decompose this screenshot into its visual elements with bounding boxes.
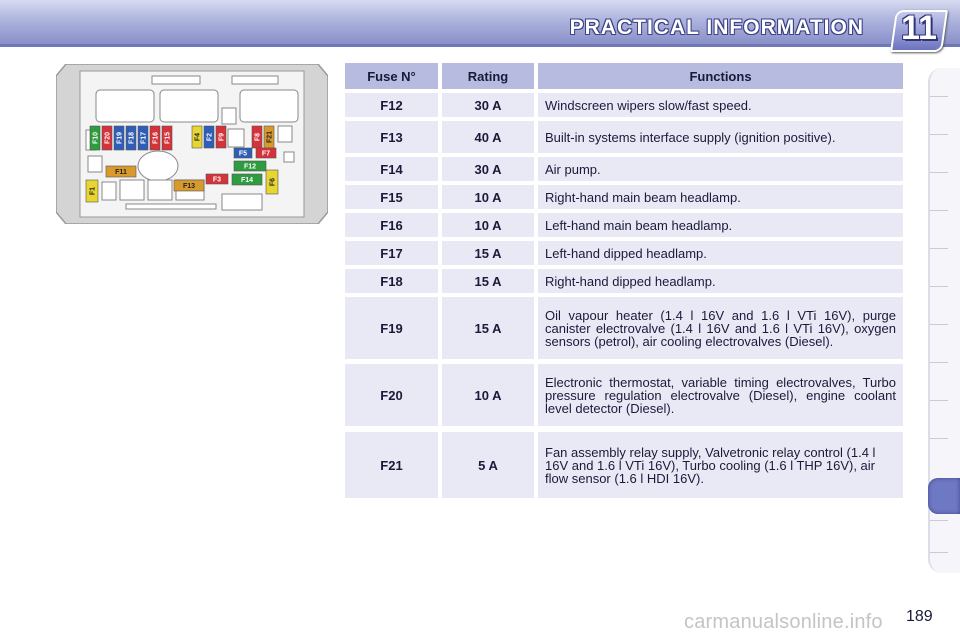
fuse-function: Built-in systems interface supply (ignition positive).: [538, 121, 903, 153]
fuse-label: F10: [92, 131, 100, 145]
chapter-tab[interactable]: [930, 134, 948, 135]
fuse-label: F14: [240, 177, 254, 184]
relay-block: [240, 90, 298, 122]
fuse-box-slot: [222, 194, 262, 210]
fuse-function: Left-hand dipped headlamp.: [538, 241, 903, 265]
page-title: PRACTICAL INFORMATION: [569, 16, 864, 39]
fuse-label: F15: [164, 131, 172, 145]
relay-round: [138, 151, 178, 181]
chapter-tab[interactable]: [930, 286, 948, 287]
fuse-function: Right-hand dipped headlamp.: [538, 269, 903, 293]
fuse-label: F3: [212, 176, 222, 184]
fuse-function: Right-hand main beam headlamp.: [538, 185, 903, 209]
chapter-tab-active[interactable]: [928, 478, 960, 514]
table-row: [345, 297, 903, 359]
fuse-box-slot: [152, 76, 200, 84]
fuse-function-text: Oil vapour heater (1.4 l 16V and 1.6 l VTi 16V), purge canister electrovalve (1.4 l 16V and 1.6 l VTi 16V), oxygen sensors (petrol), air cooling electrovalves (Diesel).: [545, 307, 896, 349]
fuse-number: F18: [345, 269, 438, 293]
table-row: [345, 157, 903, 181]
chapter-tab[interactable]: [930, 172, 948, 173]
fuse-rating: 15 A: [442, 297, 534, 359]
fuse-rating: 30 A: [442, 157, 534, 181]
fuse-box-slot: [120, 180, 144, 200]
chapter-tab[interactable]: [930, 400, 948, 401]
fuse-label: F11: [115, 169, 127, 176]
table-row: [345, 364, 903, 426]
column-header-functions: Functions: [538, 63, 903, 89]
fuse-number: F21: [345, 432, 438, 498]
fuse-function-text: Electronic thermostat, variable timing electrovalves, Turbo pressure regulation electrovalve (Diesel), engine coolant level detector (Diesel).: [545, 374, 896, 416]
fuse-label: F6: [269, 177, 277, 187]
chapter-tab[interactable]: [930, 520, 948, 521]
column-header-rating: Rating: [442, 63, 534, 89]
fuse-rating: 5 A: [442, 432, 534, 498]
fuse-number: F15: [345, 185, 438, 209]
fuse-rating: 15 A: [442, 241, 534, 265]
fuse-label: F9: [218, 132, 226, 142]
header-divider: [0, 44, 960, 47]
chapter-tab[interactable]: [930, 96, 948, 97]
fuse-label: F5: [238, 150, 248, 158]
chapter-tab[interactable]: [930, 210, 948, 211]
fuse-label: F2: [206, 132, 214, 142]
fuse-box-diagram: [56, 64, 328, 224]
fuse-label: F4: [194, 132, 202, 142]
relay-block: [96, 90, 154, 122]
fuse-label: F20: [104, 131, 112, 145]
fuse-rating: 10 A: [442, 364, 534, 426]
fuse-function: [538, 364, 903, 426]
chapter-tab[interactable]: [930, 324, 948, 325]
chapter-tab[interactable]: [930, 248, 948, 249]
page-number: 189: [906, 608, 933, 625]
chapter-tab[interactable]: [930, 438, 948, 439]
fuse-box-slot: [88, 156, 102, 172]
column-header-fuse: Fuse N°: [345, 63, 438, 89]
fuse-label: F16: [152, 131, 160, 145]
fuse-label: F21: [266, 130, 274, 144]
fuse-label: F17: [140, 131, 148, 145]
fuse-label: F18: [128, 131, 136, 145]
fuse-label: F1: [89, 186, 97, 196]
fuse-number: F12: [345, 93, 438, 117]
fuse-number: F20: [345, 364, 438, 426]
watermark: carmanualsonline.info: [684, 611, 883, 633]
fuse-label: F19: [116, 131, 124, 145]
relay-small: [228, 129, 244, 147]
table-row: [345, 121, 903, 153]
fuse-rating: 10 A: [442, 213, 534, 237]
fuse-function: Air pump.: [538, 157, 903, 181]
chapter-tab[interactable]: [930, 362, 948, 363]
page-header: [0, 0, 960, 50]
fuse-box-slot: [232, 76, 278, 84]
table-row: [345, 432, 903, 498]
fuse-number: F19: [345, 297, 438, 359]
fuse-rating: 10 A: [442, 185, 534, 209]
fuse-function: Left-hand main beam headlamp.: [538, 213, 903, 237]
chapter-tab[interactable]: [930, 552, 948, 553]
fuse-number: F13: [345, 121, 438, 153]
table-row: [345, 269, 903, 293]
fuse-label: F12: [243, 163, 257, 171]
fuse-rating: 40 A: [442, 121, 534, 153]
fuse-label: F13: [182, 183, 196, 190]
fuse-number: F14: [345, 157, 438, 181]
fuse-box-slot: [126, 204, 216, 209]
fuse-box-slot: [284, 152, 294, 162]
relay-block: [160, 90, 218, 122]
fuse-rating: 15 A: [442, 269, 534, 293]
fuse-box-slot: [148, 180, 172, 200]
chapter-tabs: [928, 68, 960, 573]
table-header-row: [345, 63, 903, 89]
fuse-function: Windscreen wipers slow/fast speed.: [538, 93, 903, 117]
fuse-number: F17: [345, 241, 438, 265]
fuse-rating: 30 A: [442, 93, 534, 117]
fuse-box-slot: [102, 182, 116, 200]
table-row: [345, 213, 903, 237]
fuse-label: F7: [261, 150, 271, 158]
table-row: [345, 241, 903, 265]
fuse-function: [538, 297, 903, 359]
fuse-function: Fan assembly relay supply, Valvetronic relay control (1.4 l 16V and 1.6 l VTi 16V), Turbo cooling (1.6 l THP 16V), air flow sensor (1.6 l HDI 16V).: [538, 432, 903, 498]
chapter-number: 11: [901, 9, 937, 47]
relay-small: [222, 108, 236, 124]
fuse-number: F16: [345, 213, 438, 237]
relay-small: [278, 126, 292, 142]
table-row: [345, 93, 903, 117]
table-row: [345, 185, 903, 209]
fuse-label: F8: [254, 132, 262, 142]
